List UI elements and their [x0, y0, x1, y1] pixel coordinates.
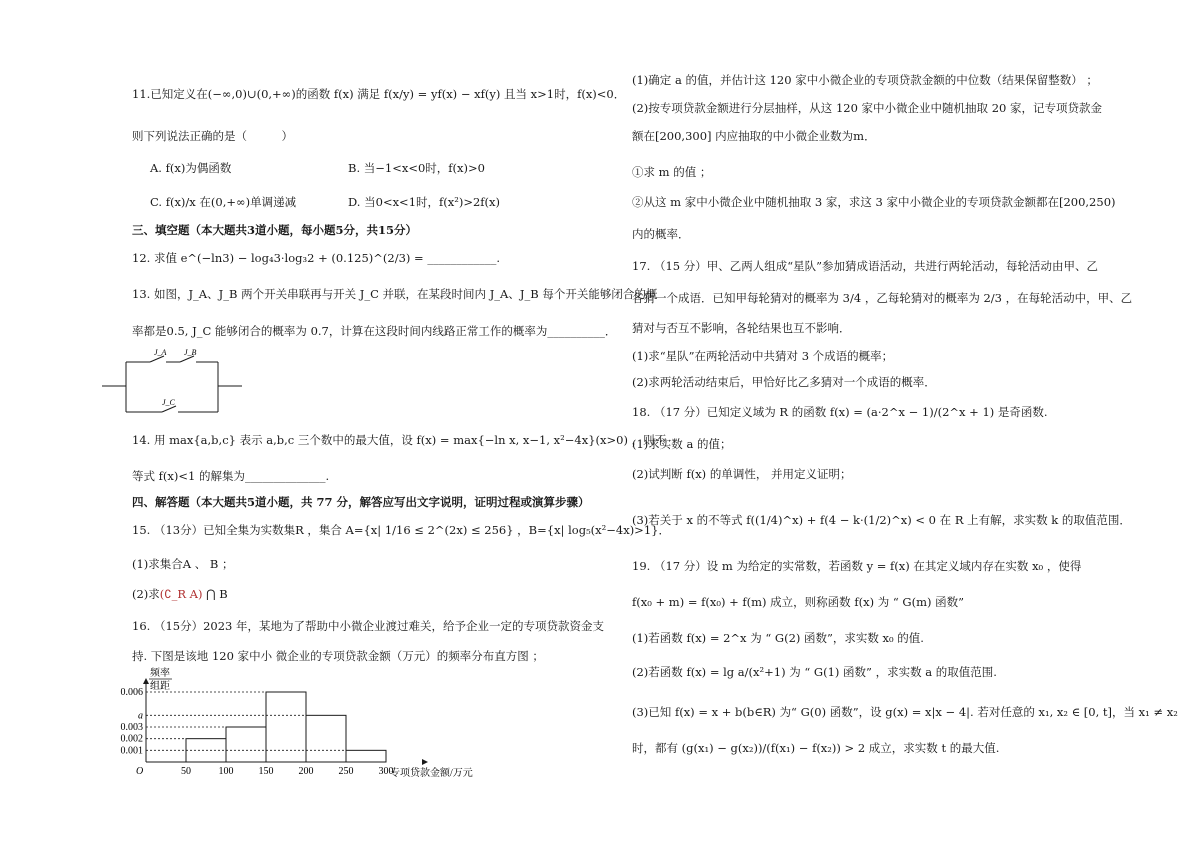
x-tick-label: 50 — [181, 766, 191, 777]
q15-part2 — [132, 586, 228, 602]
x-tick-label: 200 — [298, 766, 314, 777]
y-tick-label: a — [138, 710, 143, 722]
x-tick-label: 250 — [338, 766, 354, 777]
x-tick-label: 150 — [258, 766, 274, 777]
section-3-heading: 三、填空题（本大题共3道小题，每小题5分，共15分） — [132, 223, 418, 237]
q12: 12. 求值 e^(−ln3) − log₄3·log₃2 + (0.125)^(2/3) = ____________. — [132, 251, 500, 265]
x-tick-label: 100 — [218, 766, 234, 777]
y-axis-arrow — [143, 678, 149, 684]
q19-part2: (2)若函数 f(x) = lg a/(x²+1) 为 “ G(1) 函数” ，求实数 a 的取值范围. — [632, 665, 997, 679]
switch-c-label: J_C — [162, 398, 175, 407]
q13-line2: 率都是0.5, J_C 能够闭合的概率为 0.7，计算在这段时间内线路正常工作的概率为__________． — [132, 324, 617, 338]
q18-stem: 18. （17 分）已知定义域为 R 的函数 f(x) = (a·2^x − 1)/(2^x + 1) 是奇函数. — [632, 405, 1048, 419]
q11-option-b: B. 当−1<x<0时，f(x)>0 — [348, 161, 485, 175]
q16-sub1: ①求 m 的值 ； — [632, 165, 712, 179]
y-tick-label: 0.006 — [120, 687, 143, 698]
q18-part1: (1)求实数 a 的值； — [632, 437, 732, 451]
q16-part2-line2: 额在[200,300] 内应抽取的中小微企业数为m． — [632, 129, 876, 143]
q19-part1: (1)若函数 f(x) = 2^x 为 “ G(2) 函数”，求实数 x₀ 的值. — [632, 631, 924, 645]
q16-part2-line1: (2)按专项贷款金额进行分层抽样，从这 120 家中小微企业中随机抽取 20 家，记专项贷款金 — [632, 101, 1102, 115]
switch-a-label: J_A — [154, 348, 167, 357]
q15-part2-prefix: (2)求 — [132, 587, 160, 601]
q19-part3-line2: 时，都有 (g(x₁) − g(x₂))/(f(x₁) − f(x₂)) > 2 成立，求实数 t 的最大值. — [632, 741, 1000, 755]
q11-option-a: A. f(x)为偶函数 — [150, 161, 232, 175]
q11-option-d: D. 当0<x<1时，f(x²)>2f(x) — [348, 195, 501, 209]
q16-sub2: ②从这 m 家中小微企业中随机抽取 3 家，求这 3 家中小微企业的专项贷款金额都在[200,250) — [632, 195, 1116, 209]
section-4-heading: 四、解答题（本大题共5道小题，共 77 分，解答应写出文字说明，证明过程或演算步骤） — [132, 495, 590, 509]
q17-line2: 各猜一个成语．已知甲每轮猜对的概率为 3/4 ，乙每轮猜对的概率为 2/3 ，在每轮活动中，甲、乙 — [632, 291, 1133, 305]
y-tick-label: 0.001 — [120, 745, 143, 757]
x-axis-arrow — [422, 759, 428, 765]
q17-part1: (1)求“星队”在两轮活动中共猜对 3 个成语的概率； — [632, 349, 894, 363]
q11-question: 则下列说法正确的是（ ） — [132, 129, 293, 143]
histogram-bar — [226, 727, 266, 762]
x-axis-label: 专项贷款金额/万元 — [390, 768, 473, 779]
q17-line3: 猜对与否互不影响，各轮结果也互不影响． — [632, 321, 851, 335]
y-tick-label: 0.002 — [120, 733, 143, 745]
histogram-bar — [346, 750, 386, 762]
q18-part2: (2)试判断 f(x) 的单调性， 并用定义证明； — [632, 467, 852, 481]
q17-line1: 17. （15 分）甲、乙两人组成“星队”参加猜成语活动，共进行两轮活动，每轮活动由甲、乙 — [632, 259, 1098, 273]
q11-option-c: C. f(x)/x 在(0,+∞)单调递减 — [150, 195, 297, 209]
q19-part3-line1: (3)已知 f(x) = x + b(b∈R) 为“ G(0) 函数”，设 g(x) = x|x − 4|. 若对任意的 x₁, x₂ ∈ [0, t]，当 x₁ ≠ x₂ — [632, 705, 1178, 719]
y-axis-label-top: 频率 — [150, 668, 170, 679]
q16-line2: 持. 下图是该地 120 家中小 微企业的专项贷款金额（万元）的频率分布直方图 ； — [132, 649, 544, 663]
histogram-bar — [266, 692, 306, 762]
q19-line1: 19. （17 分）设 m 为给定的实常数，若函数 y = f(x) 在其定义域内存在实数 x₀ ，使得 — [632, 559, 1082, 573]
q15-stem: 15. （13分）已知全集为实数集R ，集合 A={x| 1/16 ≤ 2^(2x) ≤ 256} ，B={x| log₅(x²−4x)>1}． — [132, 523, 670, 537]
q16-sub2-end: 内的概率． — [632, 227, 690, 241]
q18-part3: (3)若关于 x 的不等式 f((1/4)^x) + f(4 − k·(1/2)^x) < 0 在 R 上有解，求实数 k 的取值范围． — [632, 513, 1131, 527]
y-axis-label-bottom: 组距 — [150, 681, 170, 692]
y-tick-label: 0.003 — [120, 722, 143, 733]
q15-complement: (∁_R A) — [159, 587, 203, 601]
q15-part2-suffix: ⋂ B — [202, 587, 228, 601]
q14-line1: 14. 用 max{a,b,c} 表示 a,b,c 三个数中的最大值，设 f(x) = max{−ln x, x−1, x²−4x}(x>0) ，则不 — [132, 433, 667, 447]
q16-line1: 16. （15分）2023 年，某地为了帮助中小微企业渡过难关，给予企业一定的专项贷款资金支 — [132, 619, 604, 633]
x-tick-label: 300 — [378, 766, 394, 777]
q13-line1: 13. 如图，J_A、J_B 两个开关串联再与开关 J_C 并联，在某段时间内 J_A、J_B 每个开关能够闭合的概 — [132, 287, 658, 301]
frequency-histogram — [100, 666, 473, 786]
q14-line2: 等式 f(x)<1 的解集为______________. — [132, 469, 330, 483]
q16-part1: (1)确定 a 的值，并估计这 120 家中小微企业的专项贷款金额的中位数（结果保留整数） ； — [632, 73, 1098, 87]
switch-b-label: J_B — [184, 348, 197, 357]
origin-label: O — [136, 766, 144, 777]
histogram-bar — [306, 715, 346, 762]
circuit-diagram — [100, 348, 250, 420]
q19-line2: f(x₀ + m) = f(x₀) + f(m) 成立，则称函数 f(x) 为 “ G(m) 函数” — [632, 595, 964, 609]
q11-stem: 11.已知定义在(−∞,0)∪(0,+∞)的函数 f(x) 满足 f(x/y) = yf(x) − xf(y) 且当 x>1时，f(x)<0． — [132, 87, 626, 101]
q15-part1: (1)求集合A 、 B ； — [132, 557, 234, 571]
q17-part2: (2)求两轮活动结束后，甲恰好比乙多猜对一个成语的概率． — [632, 375, 936, 389]
